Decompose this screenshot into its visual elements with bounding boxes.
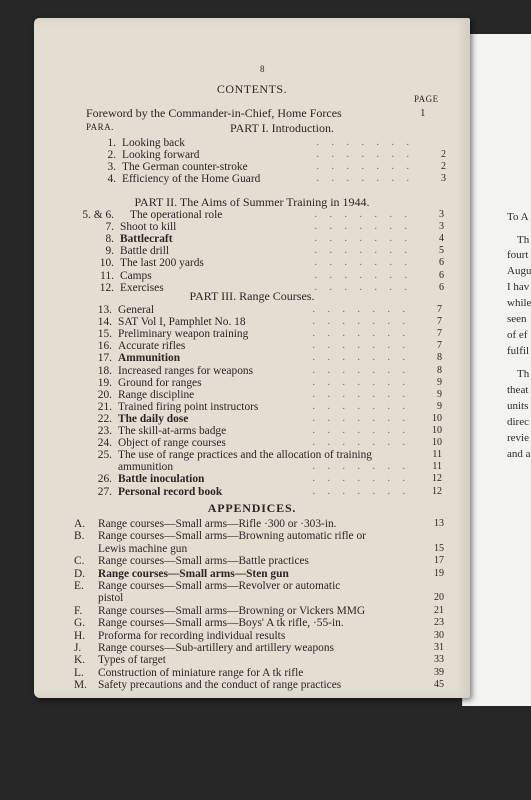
- contents-row: [86, 137, 436, 149]
- para-number: 15.: [97, 328, 112, 341]
- contents-row: [82, 437, 442, 450]
- para-number: 14.: [97, 316, 112, 329]
- appendix-text: Proforma for recording individual results: [98, 629, 286, 642]
- entry-text: Battlecraft: [120, 233, 173, 246]
- facing-page-text: units: [507, 400, 529, 412]
- entry-page: 5: [439, 245, 444, 257]
- appendix-text: Construction of miniature range for A tk rifle: [98, 666, 304, 679]
- entry-page: 12: [432, 473, 442, 485]
- facing-page-text: revie: [507, 432, 529, 444]
- appendix-text: Range courses—Small arms—Battle practices: [98, 555, 309, 568]
- entry-page: 6: [439, 257, 444, 269]
- appendix-page: 30: [434, 629, 444, 641]
- contents-row: [84, 221, 444, 234]
- contents-row: [84, 245, 444, 258]
- appendix-page: 19: [434, 567, 444, 579]
- leader-dots: . . . . . . .: [312, 328, 410, 340]
- leader-dots: . . . . . . .: [312, 388, 410, 400]
- appendix-page: 33: [434, 654, 444, 666]
- appendix-letter: G.: [74, 617, 86, 630]
- entry-text: Looking forward: [122, 149, 200, 162]
- entry-page: 7: [437, 304, 442, 315]
- para-number: 23.: [97, 425, 112, 437]
- contents-row: [82, 364, 442, 377]
- leader-dots: . . . . . . .: [316, 173, 414, 185]
- leader-dots: . . . . . . .: [312, 425, 410, 436]
- entry-page: 6: [439, 269, 444, 281]
- facing-page-text: of ef: [507, 329, 528, 341]
- appendix-letter: J.: [74, 642, 82, 654]
- facing-page-text: direc: [507, 416, 529, 428]
- para-number: 12.: [99, 281, 114, 294]
- facing-page-text: and a: [507, 448, 531, 460]
- appendix-letter: D.: [74, 567, 86, 580]
- para-number: 26.: [97, 473, 112, 486]
- foreword-page: 1: [420, 107, 426, 119]
- page-number: 8: [260, 64, 265, 74]
- leader-dots: . . . . . . .: [314, 233, 412, 245]
- contents-row: [82, 425, 442, 437]
- contents-row: [82, 352, 442, 365]
- facing-page-text: fulfil: [507, 345, 529, 357]
- appendix-text: Range courses—Small arms—Boys' A tk rifle, ·55-in.: [98, 617, 344, 630]
- facing-page-text: theat: [507, 384, 529, 396]
- contents-row: [84, 233, 444, 246]
- entry-text: SAT Vol I, Pamphlet No. 18: [118, 316, 246, 329]
- entry-page: 9: [437, 388, 442, 400]
- appendix-page: 21: [434, 604, 444, 616]
- para-number: 9.: [105, 245, 114, 258]
- appendix-text: Range courses—Small arms—Browning or Vickers MMG: [98, 604, 366, 617]
- part-heading: PART II. The Aims of Summer Training in 1944.: [134, 195, 370, 209]
- para-number: 17.: [97, 352, 112, 365]
- appendix-text: Range courses—Sub-artillery and artillery weapons: [98, 642, 334, 654]
- contents-row: [84, 269, 444, 282]
- appendix-text: Range courses—Small arms—Revolver or automatic: [98, 580, 341, 592]
- entry-page: 9: [437, 376, 442, 388]
- facing-page-text: To A: [507, 211, 529, 223]
- appendix-letter: M.: [74, 679, 87, 692]
- entry-page: 3: [439, 221, 444, 233]
- entry-page: 9: [437, 400, 442, 412]
- appendix-page: 23: [434, 617, 444, 629]
- facing-page-text: Th: [517, 368, 530, 380]
- para-number: 7.: [105, 221, 114, 234]
- contents-row: [82, 316, 442, 329]
- entry-page: 10: [432, 412, 442, 424]
- leader-dots: . . . . . . .: [316, 137, 414, 148]
- entry-text: Ground for ranges: [118, 376, 202, 389]
- leader-dots: . . . . . . .: [314, 245, 412, 257]
- entry-page: 7: [437, 328, 442, 340]
- entry-text: Range discipline: [118, 388, 195, 401]
- para-number: 1.: [107, 137, 116, 149]
- facing-page-text: fourt: [507, 249, 529, 261]
- para-number: 27.: [97, 485, 112, 498]
- entry-text: Personal record book: [118, 485, 223, 498]
- appendix-page: 13: [434, 518, 444, 529]
- contents-row: [82, 376, 442, 389]
- para-number: 2.: [107, 149, 116, 162]
- entry-text: Preliminary weapon training: [118, 328, 249, 341]
- appendix-letter: B.: [74, 530, 85, 543]
- appendices-heading: APPENDICES.: [207, 501, 297, 515]
- para-number: 4.: [107, 173, 116, 186]
- entry-text: The last 200 yards: [120, 257, 204, 270]
- para-number: 10.: [99, 257, 114, 270]
- contents-row: [82, 400, 442, 413]
- entry-text: Exercises: [120, 281, 164, 294]
- entry-text: ammunition: [118, 461, 174, 474]
- contents-row: [82, 461, 442, 474]
- leader-dots: . . . . . . .: [314, 221, 412, 233]
- entry-text: Camps: [120, 269, 152, 282]
- part-heading: PART III. Range Courses.: [189, 289, 315, 303]
- appendix-letter: H.: [74, 629, 86, 642]
- appendix-letter: K.: [74, 654, 86, 667]
- appendix-text: Range courses—Small arms—Browning automatic rifle or: [98, 530, 366, 543]
- contents-row: [82, 388, 442, 401]
- para-number: 20.: [97, 388, 112, 401]
- entry-page: 7: [437, 340, 442, 352]
- entry-text: Object of range courses: [118, 437, 226, 450]
- appendix-letter: A.: [74, 518, 86, 530]
- entry-text: The operational role: [130, 209, 223, 221]
- para-number: 22.: [97, 412, 112, 425]
- entry-text: Trained firing point instructors: [118, 400, 259, 413]
- para-number: 25.: [97, 449, 112, 462]
- facing-page-text: Augu: [507, 265, 531, 277]
- leader-dots: . . . . . . .: [314, 257, 412, 269]
- entry-page: 7: [437, 316, 442, 328]
- page-column-heading: PAGE: [414, 94, 439, 104]
- contents-title: CONTENTS.: [216, 82, 288, 96]
- leader-dots: . . . . . . .: [312, 364, 410, 376]
- appendix-letter: C.: [74, 555, 85, 568]
- entry-page: 2: [441, 149, 446, 161]
- appendix-letter: F.: [74, 604, 83, 617]
- leader-dots: . . . . . . .: [312, 304, 410, 315]
- entry-page: 6: [439, 281, 444, 293]
- appendix-text: Range courses—Small arms—Rifle ·300 or ·303-in.: [98, 518, 337, 530]
- appendix-page: 20: [434, 592, 444, 604]
- entry-text: Shoot to kill: [120, 221, 177, 234]
- entry-text: The skill-at-arms badge: [118, 425, 227, 437]
- entry-page: 2: [441, 161, 446, 173]
- facing-page-text: Th: [517, 234, 530, 246]
- foreword-entry: Foreword by the Commander-in-Chief, Home Forces: [86, 106, 342, 120]
- appendix-letter: E.: [74, 580, 84, 592]
- appendix-letter: L.: [74, 666, 84, 679]
- entry-page: 8: [437, 352, 442, 364]
- appendix-text: Range courses—Small arms—Sten gun: [98, 567, 289, 580]
- contents-page: [34, 18, 470, 698]
- leader-dots: . . . . . . .: [312, 340, 410, 352]
- appendix-page: 31: [434, 642, 444, 653]
- leader-dots: . . . . . . .: [312, 485, 410, 497]
- entry-text: The use of range practices and the allocation of training: [118, 449, 372, 462]
- para-number: 5. & 6.: [82, 209, 114, 221]
- entry-text: Accurate rifles: [118, 340, 186, 353]
- contents-row: [82, 209, 444, 221]
- entry-text: Looking back: [122, 137, 185, 149]
- entry-text: The daily dose: [118, 412, 189, 425]
- entry-page: 10: [432, 437, 442, 449]
- facing-page-text: seen: [507, 313, 527, 325]
- leader-dots: . . . . . . .: [312, 473, 410, 485]
- entry-text: Ammunition: [118, 352, 181, 365]
- entry-text: The German counter-stroke: [122, 161, 248, 174]
- leader-dots: . . . . . . .: [312, 352, 410, 364]
- contents-row: [82, 449, 442, 462]
- entry-page: 11: [432, 461, 442, 473]
- contents-row: [82, 304, 442, 316]
- para-number: 11.: [100, 269, 114, 282]
- appendix-text: Types of target: [98, 654, 166, 667]
- contents-row: [82, 328, 442, 341]
- para-number: 8.: [105, 233, 114, 246]
- entry-page: 3: [441, 173, 446, 185]
- appendix-page: 45: [434, 679, 444, 691]
- leader-dots: . . . . . . .: [312, 437, 410, 449]
- leader-dots: . . . . . . .: [312, 400, 410, 412]
- contents-row: [82, 473, 442, 486]
- entry-page: 8: [437, 364, 442, 376]
- contents-row: [82, 485, 442, 498]
- entry-text: Increased ranges for weapons: [118, 364, 254, 377]
- entry-page: 3: [439, 209, 444, 220]
- entry-text: Battle drill: [120, 245, 170, 258]
- leader-dots: . . . . . . .: [312, 412, 410, 424]
- entry-text: Efficiency of the Home Guard: [122, 173, 261, 186]
- para-number: 24.: [97, 437, 112, 450]
- appendix-text: Safety precautions and the conduct of range practices: [98, 679, 342, 692]
- leader-dots: . . . . . . .: [316, 161, 414, 173]
- appendix-text: Lewis machine gun: [98, 542, 188, 555]
- leader-dots: . . . . . . .: [314, 281, 412, 293]
- leader-dots: . . . . . . .: [314, 209, 412, 220]
- facing-page-text: I hav: [507, 281, 530, 293]
- entry-page: 10: [432, 425, 442, 436]
- contents-row: [86, 161, 446, 174]
- leader-dots: . . . . . . .: [312, 316, 410, 328]
- appendix-text: pistol: [98, 592, 124, 605]
- para-number: 18.: [97, 364, 112, 377]
- para-number: 13.: [97, 304, 112, 316]
- leader-dots: . . . . . . .: [312, 461, 410, 473]
- entry-page: 11: [432, 449, 442, 461]
- contents-row: [82, 340, 442, 353]
- entry-text: Battle inoculation: [118, 473, 205, 486]
- contents-row: [86, 173, 446, 186]
- para-number: 21.: [97, 400, 112, 413]
- contents-row: [84, 257, 444, 270]
- para-number: 16.: [97, 340, 112, 353]
- para-number: 19.: [97, 376, 112, 389]
- contents-row: [86, 149, 446, 162]
- contents-row: [82, 412, 442, 425]
- leader-dots: . . . . . . .: [316, 149, 414, 161]
- part-heading: PART I. Introduction.: [230, 121, 334, 135]
- entry-page: 12: [432, 485, 442, 497]
- entry-page: 4: [439, 233, 444, 245]
- entry-text: General: [118, 304, 155, 316]
- appendix-page: 17: [434, 555, 444, 567]
- leader-dots: . . . . . . .: [314, 269, 412, 281]
- facing-page-text: while: [507, 297, 531, 309]
- appendix-page: 15: [434, 542, 444, 554]
- leader-dots: . . . . . . .: [312, 376, 410, 388]
- para-column-heading: PARA.: [86, 122, 114, 132]
- appendix-page: 39: [434, 666, 444, 678]
- para-number: 3.: [107, 161, 116, 174]
